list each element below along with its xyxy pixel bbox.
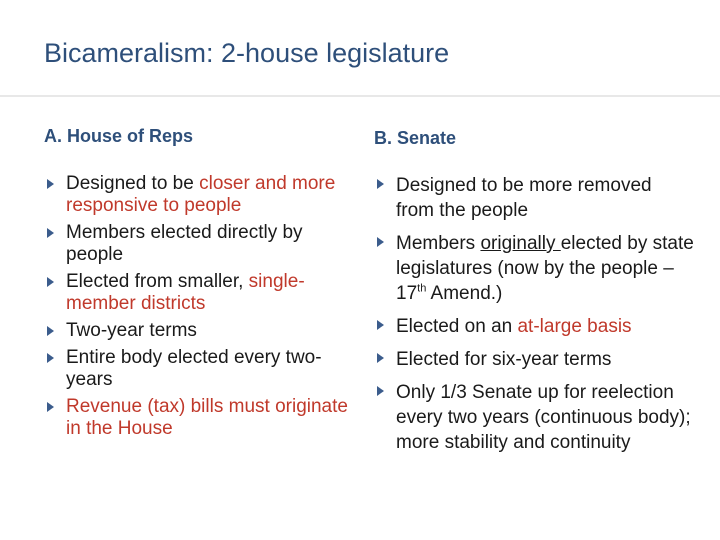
list-item-text: elected by state legislatures (now by the people – 17 — [396, 233, 694, 304]
triangle-right-icon — [47, 402, 54, 412]
title-divider — [0, 95, 720, 97]
triangle-right-icon — [47, 277, 54, 287]
list-item-text: single-member districts — [66, 271, 305, 314]
triangle-right-icon — [377, 179, 384, 189]
list-item — [44, 271, 354, 315]
triangle-right-icon — [47, 326, 54, 336]
list-item-text: Only 1/3 Senate up for reelection every two years (continuous body); more stability and continuity — [396, 382, 691, 453]
triangle-right-icon — [377, 320, 384, 330]
list-item — [44, 320, 354, 342]
list-item-text: Entire body elected every two-years — [66, 347, 322, 390]
triangle-right-icon — [47, 179, 54, 189]
triangle-right-icon — [47, 228, 54, 238]
house-list — [44, 173, 354, 440]
list-item — [374, 314, 694, 339]
list-item — [44, 222, 354, 266]
triangle-right-icon — [377, 386, 384, 396]
triangle-right-icon — [377, 353, 384, 363]
list-item-text: Members — [396, 233, 481, 254]
list-item-text: Elected on an — [396, 316, 518, 337]
list-item-text: Amend.) — [426, 283, 503, 304]
senate-heading: B. Senate — [374, 128, 457, 148]
list-item-text: Designed to be more removed from the people — [396, 175, 652, 221]
triangle-right-icon — [47, 353, 54, 363]
page-title: Bicameralism: 2-house legislature — [44, 38, 450, 68]
list-item-text: at-large basis — [517, 316, 632, 337]
list-item-text: Revenue (tax) bills must originate in the House — [66, 396, 348, 439]
list-item-text: Elected for six-year terms — [396, 349, 612, 370]
senate-list — [374, 173, 694, 455]
list-item-text: Two-year terms — [66, 320, 197, 341]
list-item — [374, 231, 694, 306]
list-item — [374, 347, 694, 372]
list-item-text: closer and more responsive to people — [66, 173, 336, 216]
house-column — [44, 126, 354, 445]
list-item — [44, 396, 354, 440]
list-item-text: Members elected directly by people — [66, 222, 303, 265]
senate-column — [374, 126, 694, 463]
list-item — [44, 347, 354, 391]
list-item — [44, 173, 354, 217]
list-item-text: th — [417, 282, 427, 295]
house-heading: A. House of Reps — [44, 126, 194, 146]
list-item-text: Designed to be — [66, 173, 200, 194]
list-item-text: Elected from smaller, — [66, 271, 249, 292]
list-item — [374, 380, 694, 455]
triangle-right-icon — [377, 237, 384, 247]
list-item-text: originally — [480, 233, 561, 254]
list-item — [374, 173, 694, 223]
